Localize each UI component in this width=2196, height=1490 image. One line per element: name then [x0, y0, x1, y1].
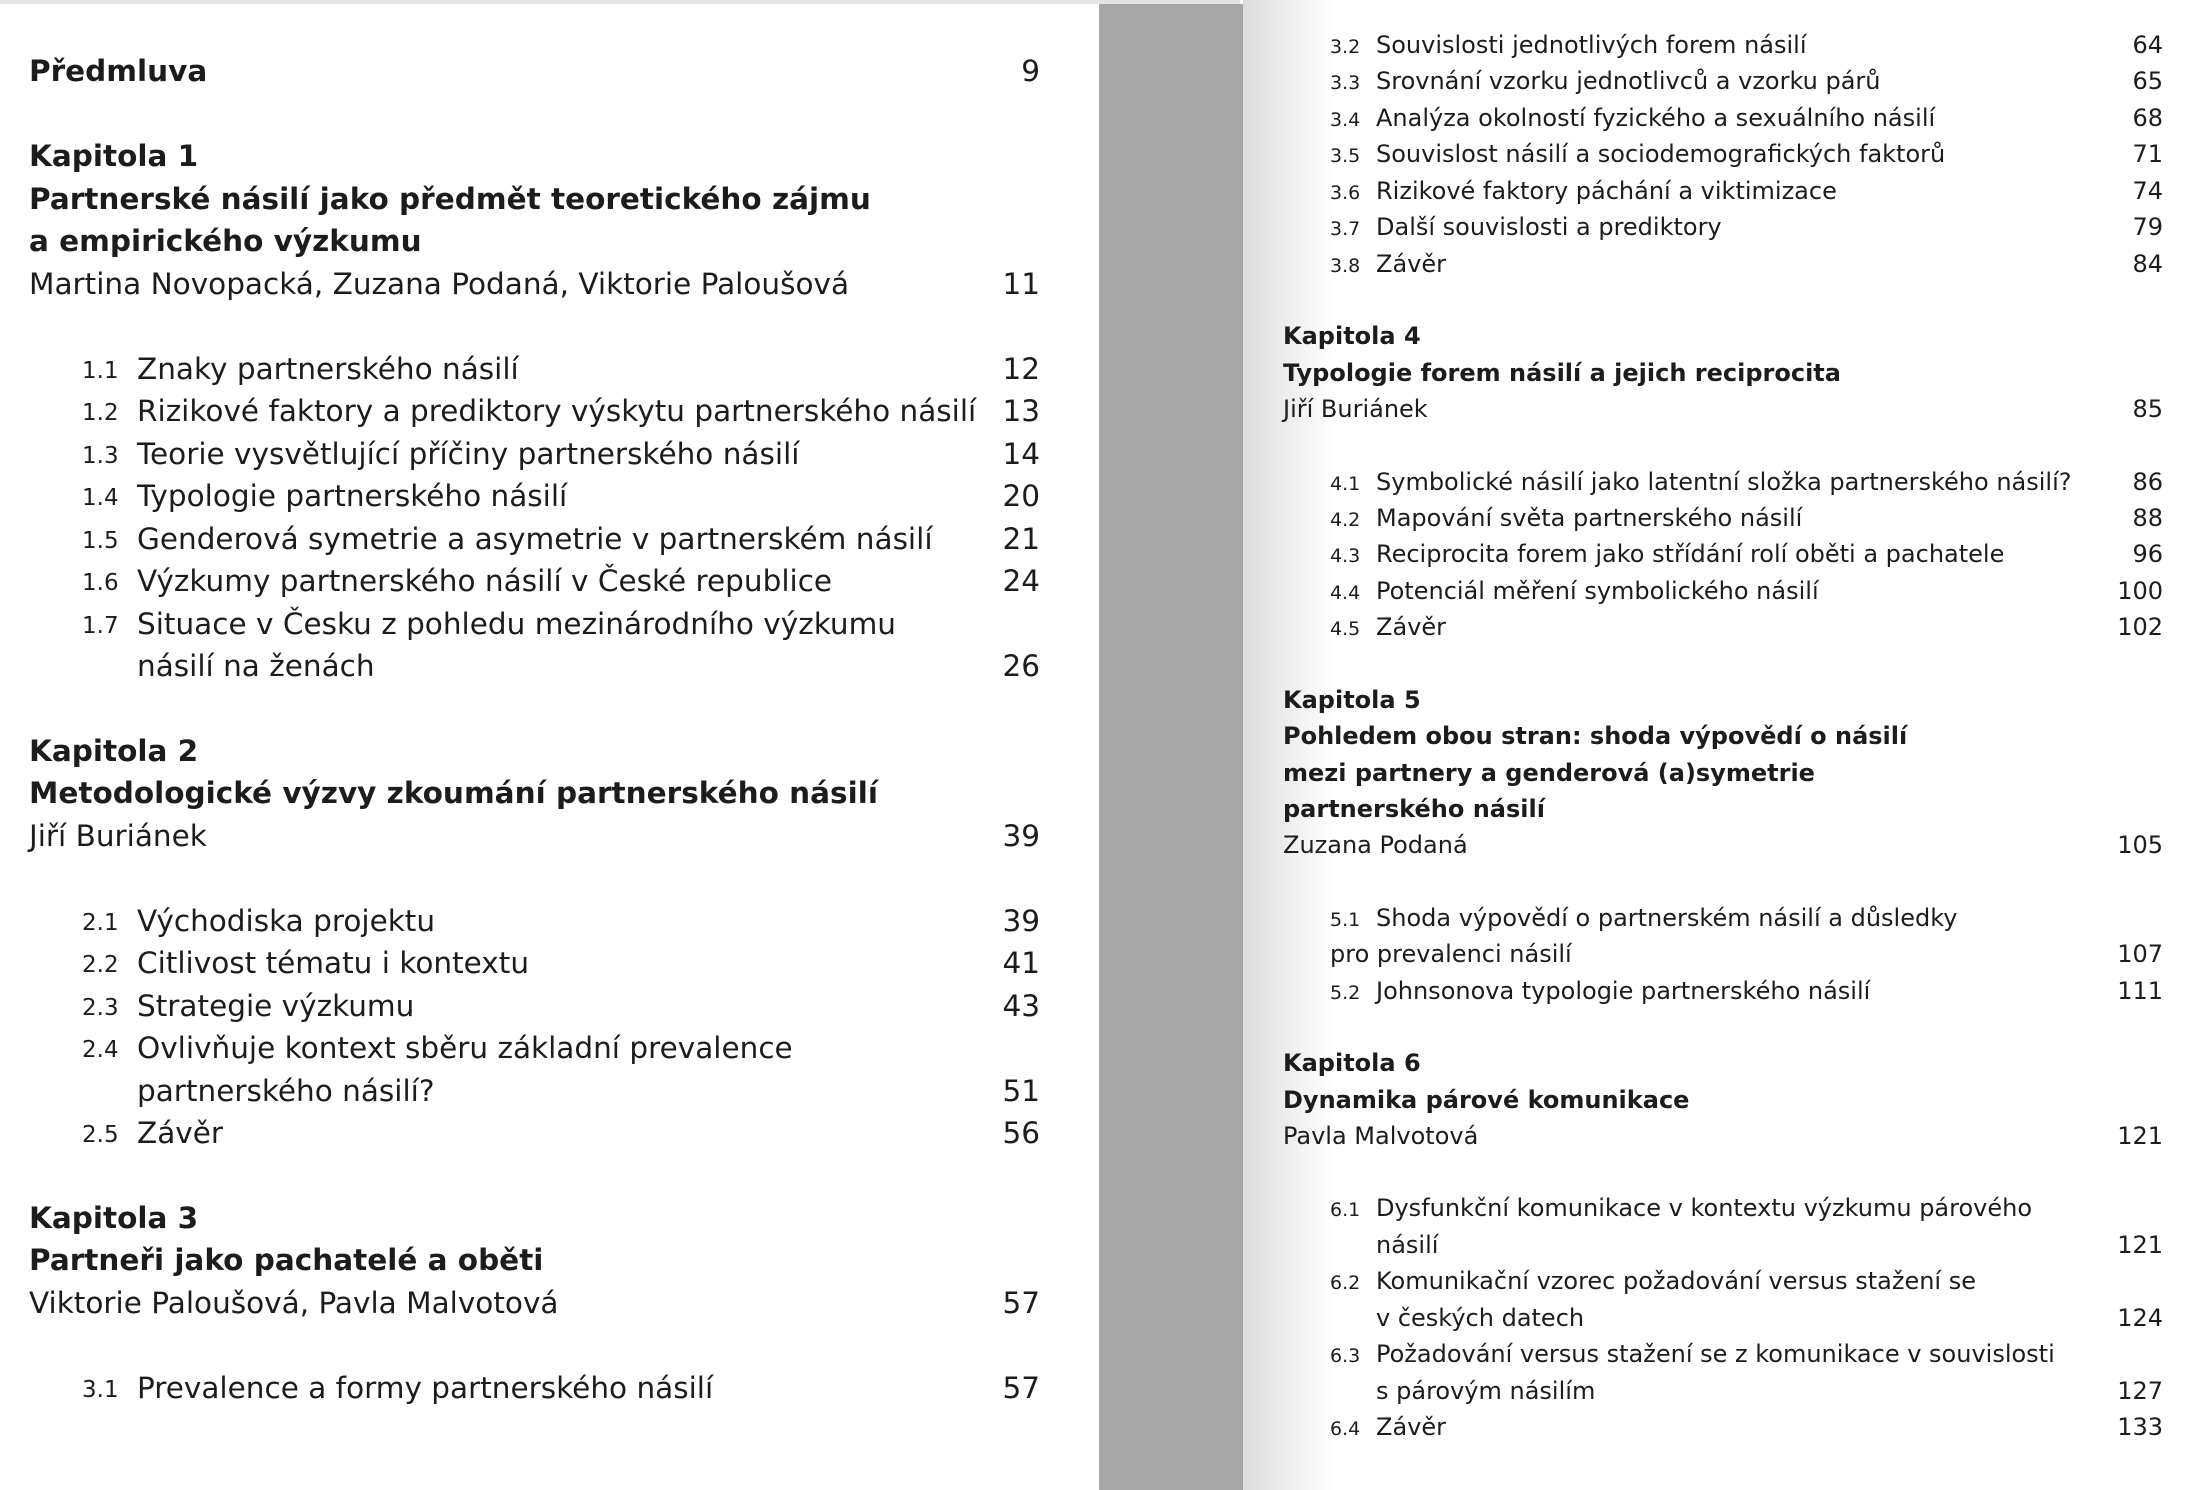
section-number: 4.5: [1330, 618, 1361, 640]
section-title: Genderová symetrie a asymetrie v partnerském násilí: [137, 522, 933, 556]
toc-section-continued: [1330, 1227, 2163, 1263]
entry-page: 13: [1002, 394, 1040, 428]
section-title: Znaky partnerského násilí: [137, 352, 519, 386]
section-number: 1.2: [82, 400, 119, 426]
section-number: 1.3: [82, 443, 119, 469]
entry-page: 51: [1002, 1074, 1040, 1108]
section-title: Souvislosti jednotlivých forem násilí: [1376, 31, 1807, 59]
entry-page: 133: [2117, 1413, 2163, 1441]
chapter-title-text: Partnerské násilí jako předmět teoretického zájmu: [29, 182, 871, 216]
toc-section[interactable]: [82, 348, 1040, 390]
section-number: 2.2: [82, 952, 119, 978]
section-title: Výzkumy partnerského násilí v České republice: [137, 564, 833, 598]
section-number: 1.6: [82, 570, 119, 596]
toc-section[interactable]: [1330, 246, 2163, 282]
section-title: v českých datech: [1376, 1304, 1585, 1332]
chapter-label: [1283, 682, 2163, 718]
chapter-label-text: Kapitola 1: [29, 139, 199, 173]
section-title: Východiska projektu: [137, 904, 436, 938]
entry-page: 21: [1002, 522, 1040, 556]
section-title: Požadování versus stažení se z komunikace v souvislosti: [1376, 1340, 2055, 1368]
section-title: Strategie výzkumu: [137, 989, 415, 1023]
chapter-label-text: Kapitola 5: [1283, 686, 1421, 714]
section-title: partnerského násilí?: [137, 1074, 435, 1108]
entry-page: 74: [2132, 177, 2163, 205]
section-title: Teorie vysvětlující příčiny partnerského násilí: [137, 437, 800, 471]
toc-section[interactable]: [82, 900, 1040, 942]
section-title: Dysfunkční komunikace v kontextu výzkumu párového: [1376, 1194, 2033, 1222]
entry-page: 65: [2132, 67, 2163, 95]
chapter-title-text: mezi partnery a genderová (a)symetrie: [1283, 759, 1815, 787]
entry-page: 56: [1002, 1116, 1040, 1150]
toc-section[interactable]: [1330, 573, 2163, 609]
section-title: Typologie partnerského násilí: [137, 479, 568, 513]
entry-page: 107: [2117, 940, 2163, 968]
toc-section-continued: [82, 1070, 1040, 1112]
section-title: Situace v Česku z pohledu mezinárodního výzkumu: [137, 607, 897, 641]
toc-section-continued: [1330, 1373, 2163, 1409]
entry-page: 39: [1002, 819, 1040, 853]
entry-page: 11: [1002, 267, 1040, 301]
chapter-label-text: Kapitola 3: [29, 1201, 199, 1235]
section-number: 6.4: [1330, 1418, 1361, 1440]
section-number: 3.3: [1330, 72, 1361, 94]
section-title: Shoda výpovědí o partnerském násilí a důsledky: [1376, 904, 1958, 932]
authors-text: Viktorie Paloušová, Pavla Malvotová: [29, 1286, 559, 1320]
section-number: 2.4: [82, 1037, 119, 1063]
entry-title: Předmluva: [29, 54, 208, 88]
section-number: 6.3: [1330, 1345, 1361, 1367]
entry-page: 68: [2132, 104, 2163, 132]
section-number: 1.4: [82, 485, 119, 511]
toc-section[interactable]: [82, 390, 1040, 432]
section-number: 3.5: [1330, 145, 1361, 167]
section-number: 3.6: [1330, 182, 1361, 204]
chapter-authors: [1283, 1118, 2163, 1154]
section-number: 3.2: [1330, 36, 1361, 58]
section-title: Symbolické násilí jako latentní složka partnerského násilí?: [1376, 468, 2072, 496]
chapter-authors: [1283, 391, 2163, 427]
toc-section[interactable]: [82, 475, 1040, 517]
section-title: Souvislost násilí a sociodemografických faktorů: [1376, 140, 1946, 168]
section-number: 4.3: [1330, 545, 1361, 567]
toc-section[interactable]: [1330, 173, 2163, 209]
authors-text: Zuzana Podaná: [1283, 831, 1468, 859]
section-title: Závěr: [137, 1116, 224, 1150]
toc-section[interactable]: [1330, 464, 2163, 500]
section-title: Analýza okolností fyzického a sexuálního násilí: [1376, 104, 1936, 132]
section-title: Závěr: [1376, 250, 1446, 278]
entry-page: 79: [2132, 213, 2163, 241]
entry-page: 121: [2117, 1231, 2163, 1259]
section-title: Závěr: [1376, 613, 1446, 641]
section-title: s párovým násilím: [1376, 1377, 1596, 1405]
toc-section[interactable]: [1330, 609, 2163, 645]
authors-text: Martina Novopacká, Zuzana Podaná, Viktorie Paloušová: [29, 267, 850, 301]
toc-section[interactable]: [1330, 209, 2163, 245]
section-number: 3.4: [1330, 109, 1361, 131]
toc-section[interactable]: [82, 1027, 1040, 1069]
section-title: Další souvislosti a prediktory: [1376, 213, 1722, 241]
toc-section[interactable]: [1330, 900, 2163, 936]
entry-page: 43: [1002, 989, 1040, 1023]
entry-page: 96: [2132, 540, 2163, 568]
chapter-authors: [29, 815, 1040, 857]
entry-page: 64: [2132, 31, 2163, 59]
toc-section[interactable]: [1330, 100, 2163, 136]
chapter-authors: [1283, 827, 2163, 863]
section-number: 3.7: [1330, 218, 1361, 240]
chapter-title[interactable]: [1283, 1082, 2163, 1118]
section-number: 3.1: [82, 1377, 119, 1403]
entry-page: 111: [2117, 977, 2163, 1005]
chapter-title-continued: [29, 220, 1040, 262]
section-title: Mapování světa partnerského násilí: [1376, 504, 1803, 532]
toc-section[interactable]: [82, 518, 1040, 560]
entry-page: 71: [2132, 140, 2163, 168]
entry-page: 26: [1002, 649, 1040, 683]
chapter-title[interactable]: [29, 178, 1040, 220]
chapter-label: [29, 730, 1040, 772]
section-title: Rizikové faktory a prediktory výskytu partnerského násilí: [137, 394, 977, 428]
right-page: [1243, 0, 2196, 1490]
entry-page: 100: [2117, 577, 2163, 605]
entry-page: 86: [2132, 468, 2163, 496]
chapter-label: [29, 135, 1040, 177]
section-number: 4.1: [1330, 473, 1361, 495]
section-number: 5.2: [1330, 982, 1361, 1004]
entry-page: 57: [1002, 1371, 1040, 1405]
section-title: Prevalence a formy partnerského násilí: [137, 1371, 714, 1405]
toc-section[interactable]: [1330, 1190, 2163, 1226]
toc-section[interactable]: [1330, 27, 2163, 63]
toc-section[interactable]: [82, 985, 1040, 1027]
entry-page: 39: [1002, 904, 1040, 938]
section-title: Závěr: [1376, 1413, 1446, 1441]
entry-page: 20: [1002, 479, 1040, 513]
entry-page: 57: [1002, 1286, 1040, 1320]
chapter-label: [1283, 318, 2163, 354]
section-number: 1.5: [82, 528, 119, 554]
section-title: Potenciál měření symbolického násilí: [1376, 577, 1819, 605]
section-number: 2.1: [82, 910, 119, 936]
chapter-title-continued: [1283, 755, 2163, 791]
entry-page: 102: [2117, 613, 2163, 641]
entry-page: 24: [1002, 564, 1040, 598]
toc-section[interactable]: [82, 603, 1040, 645]
section-number: 6.2: [1330, 1272, 1361, 1294]
toc-section[interactable]: [1330, 1263, 2163, 1299]
section-number: 2.3: [82, 995, 119, 1021]
chapter-authors: [29, 263, 1040, 305]
toc-section[interactable]: [82, 942, 1040, 984]
toc-section[interactable]: [82, 1112, 1040, 1154]
authors-text: Jiří Buriánek: [1283, 395, 1428, 423]
chapter-label: [1283, 1045, 2163, 1081]
page-gutter: [1099, 4, 1243, 1490]
section-number: 1.7: [82, 613, 119, 639]
toc-section[interactable]: [1330, 63, 2163, 99]
entry-page: 85: [2132, 395, 2163, 423]
section-number: 6.1: [1330, 1199, 1361, 1221]
section-title: násilí na ženách: [137, 649, 375, 683]
chapter-label-text: Kapitola 4: [1283, 322, 1421, 350]
chapter-title-text: Dynamika párové komunikace: [1283, 1086, 1690, 1114]
toc-section[interactable]: [1330, 500, 2163, 536]
entry-page: 41: [1002, 946, 1040, 980]
chapter-title[interactable]: [1283, 355, 2163, 391]
chapter-label-text: Kapitola 2: [29, 734, 199, 768]
section-title: Reciprocita forem jako střídání rolí oběti a pachatele: [1376, 540, 2005, 568]
section-title: Komunikační vzorec požadování versus stažení se: [1376, 1267, 1976, 1295]
chapter-authors: [29, 1282, 1040, 1324]
chapter-title[interactable]: [29, 1239, 1040, 1281]
section-number: 2.5: [82, 1122, 119, 1148]
entry-page: 127: [2117, 1377, 2163, 1405]
chapter-title-continued: [1283, 791, 2163, 827]
entry-page: 9: [1021, 54, 1040, 88]
section-number: 1.1: [82, 358, 119, 384]
section-number: 3.8: [1330, 255, 1361, 277]
chapter-title-text: Partneři jako pachatelé a oběti: [29, 1243, 544, 1277]
section-title: pro prevalenci násilí: [1330, 940, 1572, 968]
chapter-label-text: Kapitola 6: [1283, 1049, 1421, 1077]
chapter-title-text: Metodologické výzvy zkoumání partnerského násilí: [29, 776, 878, 810]
chapter-title-text: Pohledem obou stran: shoda výpovědí o násilí: [1283, 722, 1908, 750]
section-title: Srovnání vzorku jednotlivců a vzorku párů: [1376, 67, 1881, 95]
section-title: Johnsonova typologie partnerského násilí: [1376, 977, 1871, 1005]
toc-section[interactable]: [82, 560, 1040, 602]
toc-section[interactable]: [82, 433, 1040, 475]
chapter-title[interactable]: [29, 772, 1040, 814]
toc-section-continued: [1330, 936, 2163, 972]
toc-section[interactable]: [82, 1367, 1040, 1409]
section-number: 4.4: [1330, 582, 1361, 604]
entry-page: 88: [2132, 504, 2163, 532]
section-title: Citlivost tématu i kontextu: [137, 946, 530, 980]
entry-page: 84: [2132, 250, 2163, 278]
toc-section[interactable]: [1330, 1336, 2163, 1372]
section-title: Ovlivňuje kontext sběru základní prevalence: [137, 1031, 793, 1065]
toc-section[interactable]: [1330, 973, 2163, 1009]
entry-page: 14: [1002, 437, 1040, 471]
toc-section-continued: [82, 645, 1040, 687]
section-number: 5.1: [1330, 909, 1361, 931]
section-title: Rizikové faktory páchání a viktimizace: [1376, 177, 1837, 205]
toc-section[interactable]: [1330, 1409, 2163, 1445]
toc-section[interactable]: [1330, 536, 2163, 572]
entry-page: 105: [2117, 831, 2163, 859]
entry-page: 12: [1002, 352, 1040, 386]
authors-text: Jiří Buriánek: [29, 819, 207, 853]
chapter-title-text: partnerského násilí: [1283, 795, 1545, 823]
entry-page: 121: [2117, 1122, 2163, 1150]
chapter-title-text: a empirického výzkumu: [29, 224, 422, 258]
chapter-label: [29, 1197, 1040, 1239]
entry-page: 124: [2117, 1304, 2163, 1332]
section-title: násilí: [1376, 1231, 1439, 1259]
section-number: 4.2: [1330, 509, 1361, 531]
toc-section-continued: [1330, 1300, 2163, 1336]
authors-text: Pavla Malvotová: [1283, 1122, 1479, 1150]
chapter-title-text: Typologie forem násilí a jejich reciprocita: [1283, 359, 1841, 387]
toc-entry-preface[interactable]: [29, 50, 1040, 92]
chapter-title[interactable]: [1283, 718, 2163, 754]
toc-section[interactable]: [1330, 136, 2163, 172]
